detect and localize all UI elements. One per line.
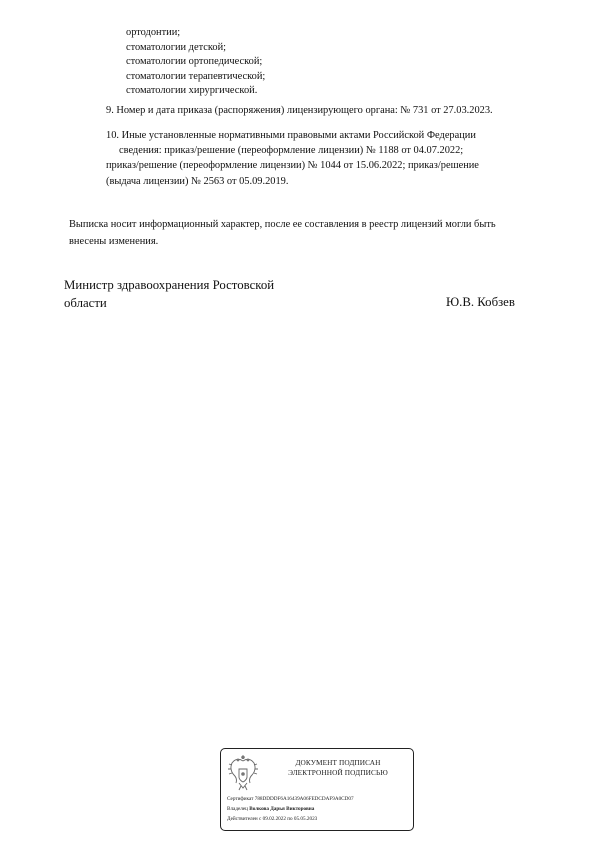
list-item: стоматологии детской;	[126, 41, 227, 53]
order-number-item: 9. Номер и дата приказа (распоряжения) лицензирующего органа: № 731 от 27.03.2023.	[106, 105, 493, 116]
disclaimer-line: Выписка носит информационный характер, после ее составления в реестр лицензий могли быть	[69, 219, 496, 230]
signatory-title	[64, 277, 274, 312]
other-info-line: 10. Иные установленные нормативными правовыми актами Российской Федерации	[106, 130, 476, 141]
specialties-list	[126, 26, 265, 99]
stamp-heading: ДОКУМЕНТ ПОДПИСАН ЭЛЕКТРОННОЙ ПОДПИСЬЮ	[288, 758, 388, 777]
list-item: ортодонтии;	[126, 27, 181, 38]
list-item: стоматологии хирургической.	[126, 85, 258, 97]
other-info-line: (выдача лицензии) № 2563 от 05.09.2019.	[106, 175, 289, 187]
coat-of-arms-icon	[227, 755, 259, 793]
disclaimer-note	[69, 216, 569, 250]
signatory-name: Ю.В. Кобзев	[446, 295, 515, 309]
disclaimer-line: внесены изменения.	[69, 236, 159, 247]
signatory-title-line: Министр здравоохранения Ростовской	[64, 278, 275, 292]
owner-line: Владелец Волкова Дарья Викторовна	[227, 806, 315, 812]
other-info-item	[106, 128, 561, 189]
electronic-signature-stamp	[220, 748, 414, 831]
list-item: стоматологии терапевтической;	[126, 70, 266, 82]
signatory-title-line: области	[64, 295, 107, 310]
certificate-line: Сертификат 788DDDDF6A16439A06FEDCDAF9A0CD07	[227, 796, 354, 802]
validity-line: Действителен с 09.02.2022 по 05.05.2023	[227, 816, 318, 822]
other-info-line: сведения: приказ/решение (переоформление лицензии) № 1188 от 04.07.2022;	[119, 145, 464, 157]
list-item: стоматологии ортопедической;	[126, 56, 263, 68]
other-info-line: приказ/решение (переоформление лицензии) № 1044 от 15.06.2022; приказ/решение	[106, 160, 479, 172]
